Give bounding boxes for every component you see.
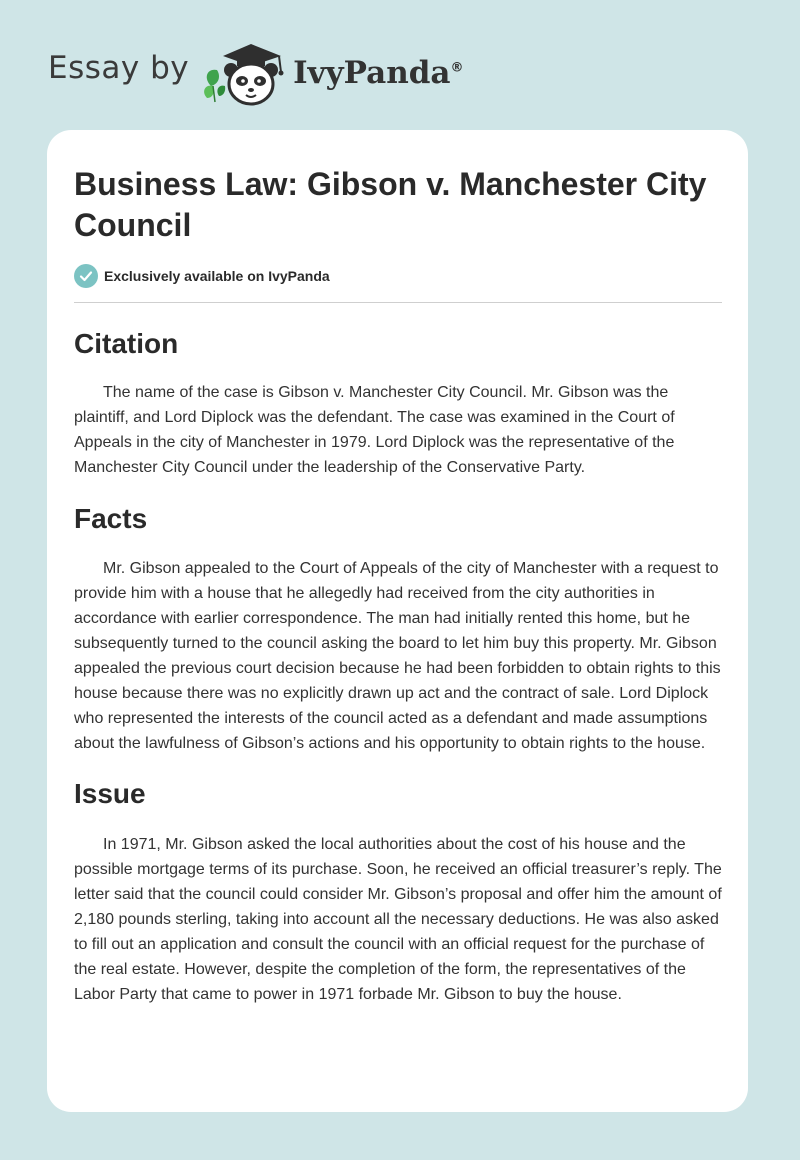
panda-logo-icon[interactable] [201, 36, 297, 108]
section-paragraph: The name of the case is Gibson v. Manchester City Council. Mr. Gibson was the plaintiff, and Lord Diplock was the defendant. The case was examined in the Court of Appeals in the city of Manchester in 1979. Lord Diplock was the representative of the Manchester City Council under the leadership of the Conservative Party. [74, 384, 675, 476]
section-paragraph: Mr. Gibson appealed to the Court of Appeals of the city of Manchester with a request to provide him with a house that he allegedly had received from the city authorities in accordance with earlier correspondence. The man had initially rented this home, but he subsequently turned to the council asking the board to let him buy this property. Mr. Gibson appealed the previous court decision because he had been forbidden to obtain rights to this house because there was no explicitly drawn up act and the contract of sale. Lord Diplock who represented the interests of the council acted as a defendant and made assumptions about the lawfulness of Gibson’s actions and his opportunity to obtain rights to the house. [74, 560, 721, 752]
section-issue [74, 777, 722, 1007]
section-heading: Issue [74, 778, 146, 809]
section-heading: Facts [74, 503, 148, 534]
article-title: Business Law: Gibson v. Manchester City Council [74, 166, 707, 243]
brand-name[interactable] [293, 55, 463, 91]
article-card [47, 130, 748, 1112]
registered-mark: ® [450, 60, 464, 76]
leaf-icon [204, 70, 225, 102]
site-header [48, 36, 548, 108]
exclusive-badge-text: Exclusively available on IvyPanda [104, 268, 330, 284]
section-citation [74, 327, 722, 480]
check-icon [74, 264, 98, 288]
section-paragraph: In 1971, Mr. Gibson asked the local authorities about the cost of his house and the possible mortgage terms of its purchase. Soon, he received an official treasurer’s reply. The letter said that the council could consider Mr. Gibson’s proposal and offer him the amount of 2,180 pounds sterling, taking into account all the necessary deductions. He was also asked to fill out an application and consult the council with an official request for the purchase of the real estate. However, despite the completion of the form, the representatives of the Labor Party that came to power in 1971 forbade Mr. Gibson to buy the house. [74, 836, 722, 1003]
brand-name-text: IvyPanda [293, 55, 451, 91]
divider [74, 302, 722, 303]
section-facts [74, 502, 722, 756]
section-heading: Citation [74, 328, 179, 359]
essay-by-label: Essay by [48, 50, 190, 86]
exclusive-badge [74, 264, 722, 288]
